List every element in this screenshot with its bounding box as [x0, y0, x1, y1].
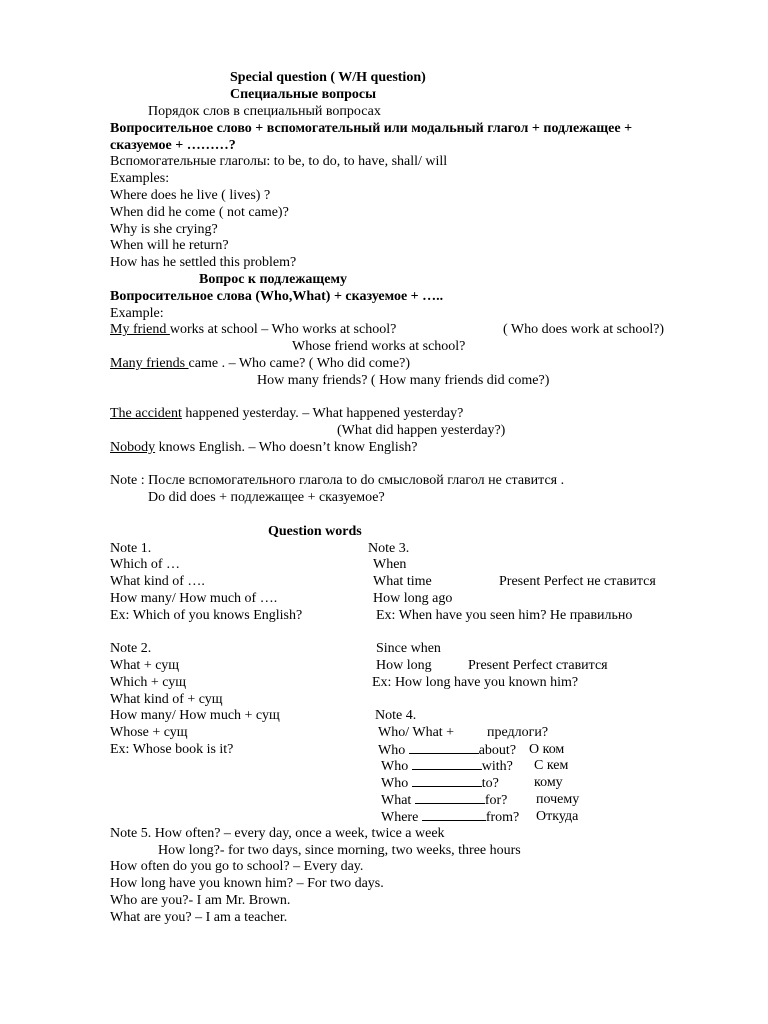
- subject-question-formula: Вопросительное слова (Who,What) + сказуемое + …..: [110, 289, 444, 304]
- note3-label: Note 3.: [368, 541, 410, 556]
- example-line: When did he come ( not came)?: [110, 205, 289, 220]
- fill-blank: [422, 808, 486, 821]
- alt-question: ( Who does work at school?): [503, 322, 665, 337]
- example-text: knows English. – Who doesn’t know English?: [155, 440, 418, 455]
- alt-question: (What did happen yesterday?): [337, 423, 506, 438]
- note-main: Note : После вспомогательного глагола to do смысловой глагол не ставится .: [110, 473, 565, 488]
- since-pp-rule: Present Perfect ставится: [468, 658, 608, 673]
- fill-blank: [412, 774, 482, 787]
- example-line: Why is she crying?: [110, 222, 218, 237]
- note3-example: Ex: When have you seen him? Не правильно: [376, 608, 633, 623]
- wh-word: Who: [381, 759, 412, 774]
- preposition: about?: [478, 743, 517, 758]
- wh-word: Where: [381, 810, 422, 825]
- note2-line: Which + сущ: [110, 675, 187, 690]
- since-when: Since when: [376, 641, 441, 656]
- preposition: from?: [485, 810, 520, 825]
- note5-line: How long?- for two days, since morning, two weeks, three hours: [158, 843, 521, 858]
- note2-label: Note 2.: [110, 641, 152, 656]
- note2-line: What kind of + сущ: [110, 692, 223, 707]
- note-do: Do did does + подлежащее + сказуемое?: [148, 490, 385, 505]
- wh-word: Who: [378, 743, 409, 758]
- fill-blank: [409, 741, 479, 754]
- preposition: with?: [481, 759, 513, 774]
- note4-row: [381, 774, 499, 792]
- aux-verbs: Вспомогательные глаголы: to be, to do, to have, shall/ will: [110, 154, 448, 169]
- note4-translation: С кем: [534, 758, 569, 773]
- whose-question: Whose friend works at school?: [292, 339, 466, 354]
- word-order-heading: Порядок слов в специальный вопросах: [148, 104, 381, 119]
- note4-row: [381, 791, 507, 809]
- underlined-subject: Many friends: [110, 356, 189, 371]
- examples-label: Examples:: [110, 171, 170, 186]
- note4-row: [381, 757, 513, 775]
- example-label: Example:: [110, 306, 164, 321]
- note3-how-long-ago: How long ago: [373, 591, 453, 606]
- note4-translation: кому: [534, 775, 563, 790]
- underlined-subject: The accident: [110, 406, 182, 421]
- note4-label: Note 4.: [375, 708, 417, 723]
- note3-what-time: What time: [373, 574, 432, 589]
- note4-translation: Откуда: [536, 809, 579, 824]
- title-russian: Специальные вопросы: [230, 87, 377, 102]
- subject-example-line: [110, 355, 410, 372]
- note1-line: Ex: Which of you knows English?: [110, 608, 303, 623]
- note1-label: Note 1.: [110, 541, 152, 556]
- example-text: works at school – Who works at school?: [169, 322, 397, 337]
- note2-line: What + сущ: [110, 658, 180, 673]
- note1-line: What kind of ….: [110, 574, 205, 589]
- fill-blank: [415, 791, 485, 804]
- note2-line: Whose + сущ: [110, 725, 188, 740]
- wh-word: What: [381, 793, 415, 808]
- preposition: to?: [481, 776, 499, 791]
- subject-example-line: [110, 405, 463, 422]
- note4-header-prepositions: предлоги?: [487, 725, 549, 740]
- subject-example-line: [110, 321, 396, 338]
- note5-example: Who are you?- I am Mr. Brown.: [110, 893, 291, 908]
- example-text: happened yesterday. – What happened yesterday?: [181, 406, 464, 421]
- example-line: Where does he live ( lives) ?: [110, 188, 271, 203]
- since-example: Ex: How long have you known him?: [372, 675, 579, 690]
- question-words-heading: Question words: [268, 524, 362, 539]
- formula-line-2: сказуемое + ………?: [110, 138, 236, 153]
- note4-translation: О ком: [529, 742, 565, 757]
- example-line: When will he return?: [110, 238, 229, 253]
- note3-pp-rule: Present Perfect не ставится: [499, 574, 656, 589]
- note5-line: Note 5. How often? – every day, once a week, twice a week: [110, 826, 445, 841]
- preposition: for?: [484, 793, 508, 808]
- subject-example-line: [110, 439, 418, 456]
- title-english: Special question ( W/H question): [230, 70, 426, 85]
- note4-row: [381, 808, 519, 826]
- since-how-long: How long: [376, 658, 432, 673]
- fill-blank: [412, 757, 482, 770]
- note1-line: Which of …: [110, 557, 180, 572]
- example-line: How has he settled this problem?: [110, 255, 297, 270]
- note5-example: How often do you go to school? – Every day.: [110, 859, 364, 874]
- note2-line: How many/ How much + сущ: [110, 708, 280, 723]
- how-many-question: How many friends? ( How many friends did come?): [257, 373, 550, 388]
- subject-question-heading: Вопрос к подлежащему: [199, 272, 348, 287]
- underlined-subject: Nobody: [110, 440, 156, 455]
- note4-translation: почему: [536, 792, 580, 807]
- note3-when: When: [373, 557, 407, 572]
- note5-example: What are you? – I am a teacher.: [110, 910, 288, 925]
- wh-word: Who: [381, 776, 412, 791]
- note1-line: How many/ How much of ….: [110, 591, 278, 606]
- note2-line: Ex: Whose book is it?: [110, 742, 234, 757]
- example-text: came . – Who came? ( Who did come?): [188, 356, 410, 371]
- formula-line-1: Вопросительное слово + вспомогательный или модальный глагол + подлежащее +: [110, 121, 633, 136]
- underlined-subject: My friend: [110, 322, 170, 337]
- note5-example: How long have you known him? – For two days.: [110, 876, 384, 891]
- note4-header: Who/ What +: [378, 725, 455, 740]
